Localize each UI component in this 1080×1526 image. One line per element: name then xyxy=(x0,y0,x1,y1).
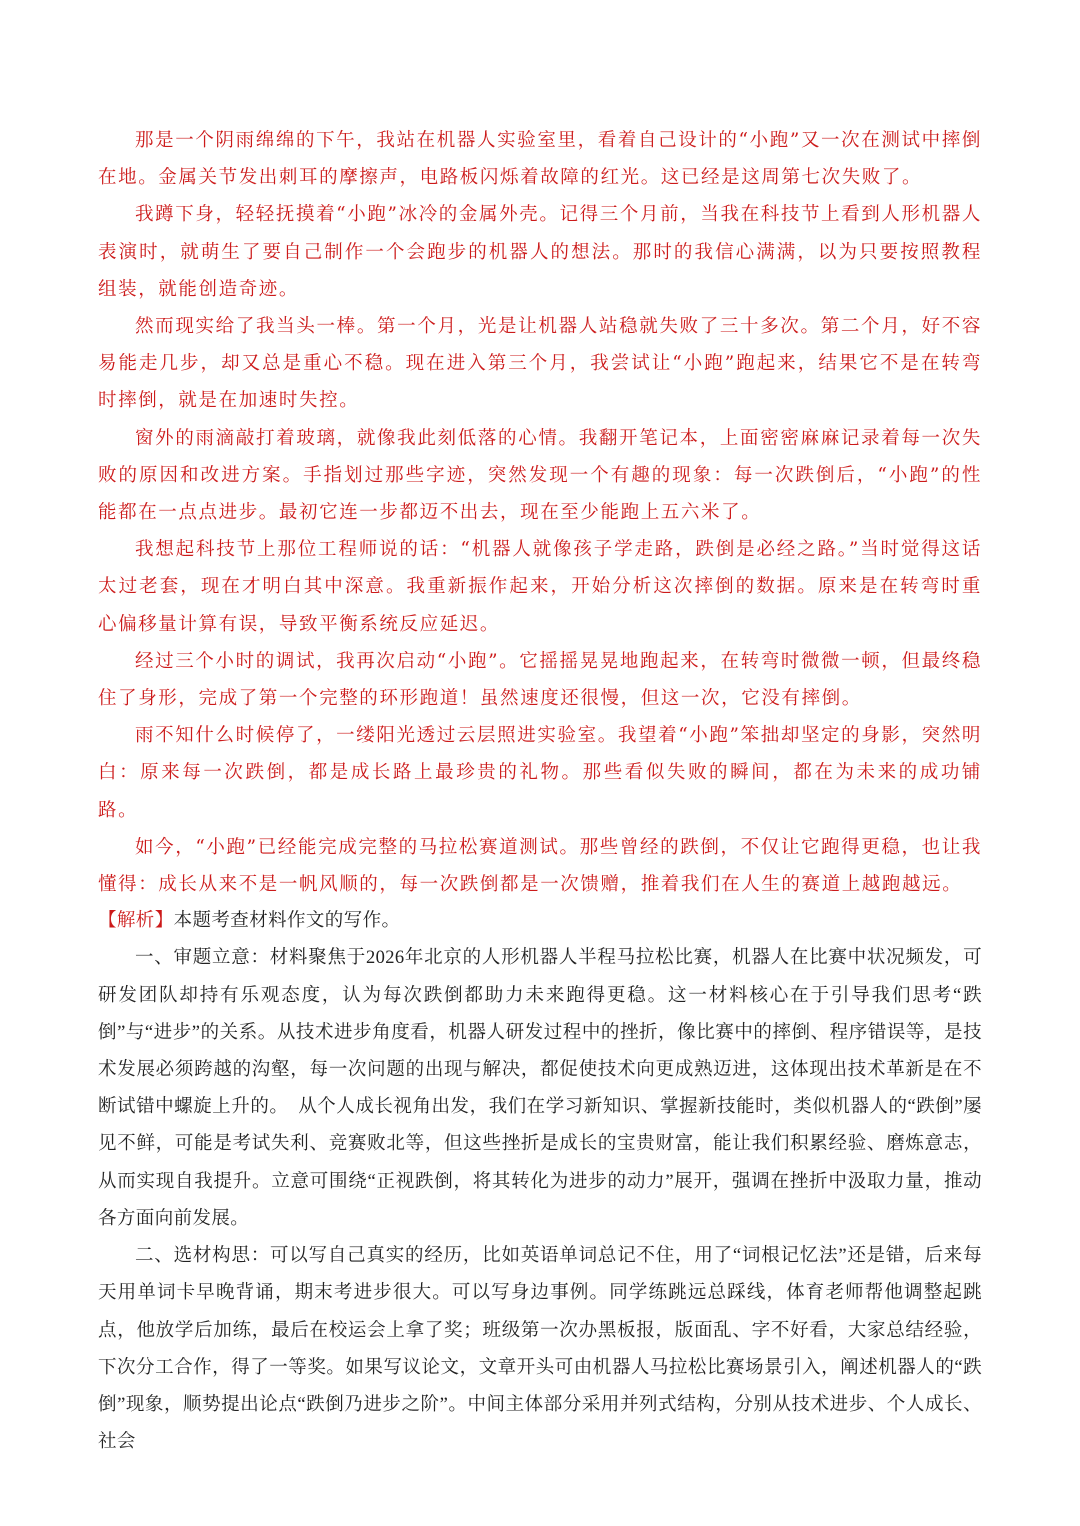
essay-paragraph: 我蹲下身，轻轻抚摸着“小跑”冰冷的金属外壳。记得三个月前，当我在科技节上看到人形机器人表演时，就萌生了要自己制作一个会跑步的机器人的想法。那时的我信心满满，以为只要按照教程组装，就能创造奇迹。 xyxy=(98,204,982,300)
analysis-paragraph: 一、审题立意：材料聚焦于2026年北京的人形机器人半程马拉松比赛，机器人在比赛中状况频发，可研发团队却持有乐观态度，认为每次跌倒都助力未来跑得更稳。这一材料核心在于引导我们思考“跌倒”与“进步”的关系。从技术进步角度看，机器人研发过程中的挫折，像比赛中的摔倒、程序错误等，是技术发展必须跨越的沟壑，每一次问题的出现与解决，都促使技术向更成熟迈进，这体现出技术革新是在不断试错中螺旋上升的。 从个人成长视角出发，我们在学习新知识、掌握新技能时，类似机器人的“跌倒”屡见不鲜，可能是考试失利、竞赛败北等，但这些挫折是成长的宝贵财富，能让我们积累经验、磨炼意志，从而实现自我提升。立意可围绕“正视跌倒，将其转化为进步的动力”展开，强调在挫折中汲取力量，推动各方面向前发展。 xyxy=(98,948,982,1229)
analysis-heading xyxy=(98,903,982,940)
document-page xyxy=(98,122,982,1461)
analysis-paragraph: 二、选材构思：可以写自己真实的经历，比如英语单词总记不住，用了“词根记忆法”还是错，后来每天用单词卡早晚背诵，期末考进步很大。可以写身边事例。同学练跳远总踩线，体育老师帮他调整起跳点，他放学后加练，最后在校运会上拿了奖；班级第一次办黑板报，版面乱、字不好看，大家总结经验，下次分工合作，得了一等奖。如果写议论文，文章开头可由机器人马拉松比赛场景引入，阐述机器人的“跌倒”现象，顺势提出论点“跌倒乃进步之阶”。中间主体部分采用并列式结构，分别从技术进步、个人成长、社会 xyxy=(98,1246,982,1453)
essay-paragraph: 如今，“小跑”已经能完成完整的马拉松赛道测试。那些曾经的跌倒，不仅让它跑得更稳，也让我懂得：成长从来不是一帆风顺的，每一次跌倒都是一次馈赠，推着我们在人生的赛道上越跑越远。 xyxy=(98,836,982,896)
essay-paragraph: 然而现实给了我当头一棒。第一个月，光是让机器人站稳就失败了三十多次。第二个月，好不容易能走几步，却又总是重心不稳。现在进入第三个月，我尝试让“小跑”跑起来，结果它不是在转弯时摔倒，就是在加速时失控。 xyxy=(98,316,982,412)
essay-paragraph: 经过三个小时的调试，我再次启动“小跑”。它摇摇晃晃地跑起来，在转弯时微微一顿，但最终稳住了身形，完成了第一个完整的环形跑道！虽然速度还很慢，但这一次，它没有摔倒。 xyxy=(98,650,982,710)
analysis-tag: 【解析】 xyxy=(98,911,174,932)
essay-paragraph: 雨不知什么时候停了，一缕阳光透过云层照进实验室。我望着“小跑”笨拙却坚定的身影，突然明白：原来每一次跌倒，都是成长路上最珍贵的礼物。那些看似失败的瞬间，都在为未来的成功铺路。 xyxy=(98,725,982,821)
essay-paragraph: 我想起科技节上那位工程师说的话：“机器人就像孩子学走路，跌倒是必经之路。”当时觉得这话太过老套，现在才明白其中深意。我重新振作起来，开始分析这次摔倒的数据。原来是在转弯时重心偏移量计算有误，导致平衡系统反应延迟。 xyxy=(98,539,982,635)
analysis-intro: 本题考查材料作文的写作。 xyxy=(173,911,401,932)
essay-paragraph: 窗外的雨滴敲打着玻璃，就像我此刻低落的心情。我翻开笔记本，上面密密麻麻记录着每一次失败的原因和改进方案。手指划过那些字迹，突然发现一个有趣的现象：每一次跌倒后，“小跑”的性能都在一点点进步。最初它连一步都迈不出去，现在至少能跑上五六米了。 xyxy=(98,427,982,524)
sample-essay xyxy=(98,122,982,903)
analysis-section xyxy=(98,903,982,1461)
essay-paragraph: 那是一个阴雨绵绵的下午，我站在机器人实验室里，看着自己设计的“小跑”又一次在测试中摔倒在地。金属关节发出刺耳的摩擦声，电路板闪烁着故障的红光。这已经是这周第七次失败了。 xyxy=(98,130,982,189)
